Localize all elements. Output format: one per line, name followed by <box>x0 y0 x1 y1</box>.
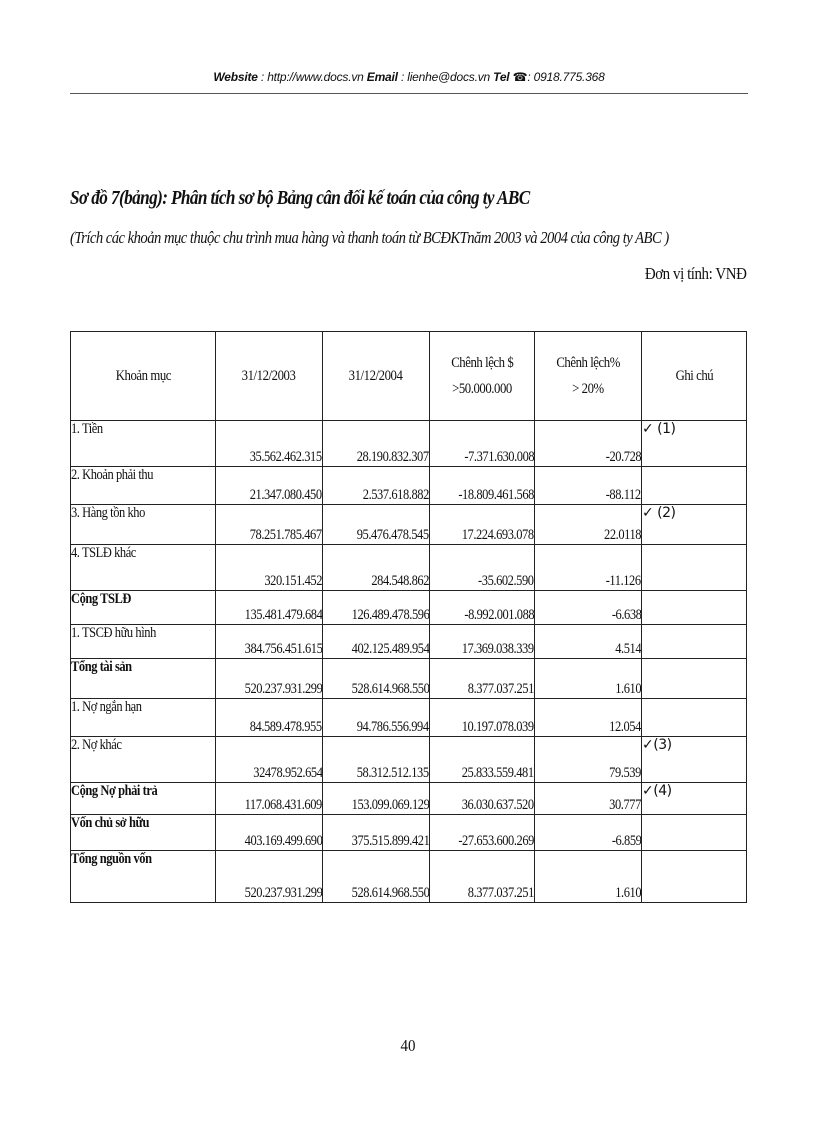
header-text: Chênh lệch% <box>556 355 620 371</box>
cell-value: 8.377.037.251 <box>467 885 534 901</box>
cell-value: 520.237.931.299 <box>244 885 322 901</box>
table-row <box>71 851 747 903</box>
cell-v2004 <box>323 659 430 699</box>
cell-diff <box>430 591 535 625</box>
cell-note <box>642 851 747 903</box>
cell-v2004 <box>323 815 430 851</box>
cell-value: 528.614.968.550 <box>351 681 429 697</box>
item-label: Cộng TSLĐ <box>71 591 132 607</box>
cell-value: 153.099.069.129 <box>351 797 429 813</box>
cell-v2003 <box>216 467 323 505</box>
cell-value: 12.054 <box>609 719 641 735</box>
table-row <box>71 737 747 783</box>
table-row <box>71 591 747 625</box>
cell-note: ✓(4) <box>642 783 747 815</box>
header-2003 <box>216 332 323 421</box>
cell-value: 135.481.479.684 <box>244 607 322 623</box>
cell-item <box>71 699 216 737</box>
cell-value: -7.371.630.008 <box>464 449 534 465</box>
table-row <box>71 545 747 591</box>
header-text: Khoản mục <box>115 368 171 384</box>
cell-v2004 <box>323 699 430 737</box>
cell-value: 403.169.499.690 <box>244 833 322 849</box>
phone-icon: ☎ <box>512 70 528 84</box>
cell-value: -20.728 <box>605 449 641 465</box>
cell-value: 1.610 <box>615 681 641 697</box>
cell-note <box>642 467 747 505</box>
cell-value: -88.112 <box>606 487 641 503</box>
cell-diff <box>430 659 535 699</box>
header-diff <box>430 332 535 421</box>
cell-diff <box>430 737 535 783</box>
cell-value: 22.0118 <box>603 527 641 543</box>
cell-value: 78.251.785.467 <box>250 527 322 543</box>
tel-label: Tel <box>493 70 510 84</box>
header-text: >50.000.000 <box>452 381 512 397</box>
cell-diff <box>430 815 535 851</box>
email-value: lienhe@docs.vn <box>407 70 490 84</box>
document-title: Sơ đồ 7(bảng): Phân tích sơ bộ Bảng cân đối kế toán của công ty ABC <box>70 187 530 209</box>
item-label: 1. Tiền <box>71 421 103 437</box>
tel-value: 0918.775.368 <box>533 70 605 84</box>
balance-sheet-table <box>70 331 747 903</box>
cell-v2004 <box>323 505 430 545</box>
cell-v2004 <box>323 737 430 783</box>
cell-value: 520.237.931.299 <box>244 681 322 697</box>
cell-value: 30.777 <box>609 797 641 813</box>
cell-value: -35.602.590 <box>478 573 534 589</box>
cell-value: -27.653.600.269 <box>458 833 534 849</box>
cell-pct <box>535 815 642 851</box>
cell-pct <box>535 737 642 783</box>
cell-diff <box>430 421 535 467</box>
cell-diff <box>430 545 535 591</box>
cell-item <box>71 659 216 699</box>
cell-pct <box>535 421 642 467</box>
cell-v2003 <box>216 591 323 625</box>
cell-v2004 <box>323 851 430 903</box>
cell-value: 8.377.037.251 <box>467 681 534 697</box>
cell-value: 94.786.556.994 <box>357 719 429 735</box>
cell-value: 384.756.451.615 <box>244 641 322 657</box>
cell-value: -8.992.001.088 <box>464 607 534 623</box>
cell-value: -11.126 <box>606 573 641 589</box>
header-2004 <box>323 332 430 421</box>
cell-value: 402.125.489.954 <box>351 641 429 657</box>
header-text: Ghi chú <box>675 368 713 384</box>
cell-v2004 <box>323 591 430 625</box>
table-row <box>71 659 747 699</box>
cell-value: 28.190.832.307 <box>357 449 429 465</box>
cell-item <box>71 591 216 625</box>
cell-value: -18.809.461.568 <box>458 487 534 503</box>
cell-value: 79.539 <box>609 765 641 781</box>
cell-value: -6.859 <box>611 833 641 849</box>
document-subtitle: (Trích các khoản mục thuộc chu trình mua hàng và thanh toán từ BCĐKTnăm 2003 và 2004 của công ty ABC ) <box>70 228 669 247</box>
item-label: Tổng nguồn vốn <box>71 851 152 867</box>
header-note <box>642 332 747 421</box>
website-value: http://www.docs.vn <box>267 70 364 84</box>
header-pct <box>535 332 642 421</box>
cell-value: 36.030.637.520 <box>462 797 534 813</box>
cell-v2004 <box>323 783 430 815</box>
cell-value: 4.514 <box>615 641 641 657</box>
table-row <box>71 783 747 815</box>
cell-item <box>71 545 216 591</box>
cell-note <box>642 659 747 699</box>
cell-note <box>642 625 747 659</box>
cell-item <box>71 421 216 467</box>
cell-value: 1.610 <box>615 885 641 901</box>
cell-diff <box>430 505 535 545</box>
table-row <box>71 625 747 659</box>
cell-item <box>71 783 216 815</box>
cell-value: 35.562.462.315 <box>250 449 322 465</box>
cell-v2004 <box>323 545 430 591</box>
cell-value: 10.197.078.039 <box>462 719 534 735</box>
item-label: 2. Khoản phải thu <box>71 467 154 483</box>
cell-v2004 <box>323 421 430 467</box>
cell-item <box>71 815 216 851</box>
header-text: 31/12/2003 <box>242 368 296 384</box>
item-label: Cộng Nợ phải trả <box>71 783 158 799</box>
header-divider <box>70 93 748 94</box>
cell-value: 2.537.618.882 <box>362 487 429 503</box>
unit-label: Đơn vị tính: VNĐ <box>644 264 746 283</box>
page-number: 40 <box>400 1036 416 1055</box>
cell-v2003 <box>216 545 323 591</box>
item-label: 3. Hàng tồn kho <box>71 505 145 521</box>
cell-item <box>71 625 216 659</box>
item-label: 2. Nợ khác <box>71 737 122 753</box>
cell-note <box>642 545 747 591</box>
cell-value: 21.347.080.450 <box>250 487 322 503</box>
cell-item <box>71 737 216 783</box>
cell-value: 528.614.968.550 <box>351 885 429 901</box>
header-text: 31/12/2004 <box>349 368 403 384</box>
item-label: Vốn chủ sở hữu <box>71 815 150 831</box>
cell-v2004 <box>323 625 430 659</box>
cell-value: 126.489.478.596 <box>351 607 429 623</box>
cell-diff <box>430 467 535 505</box>
cell-pct <box>535 505 642 545</box>
item-label: 4. TSLĐ khác <box>71 545 136 561</box>
cell-item <box>71 467 216 505</box>
cell-diff <box>430 699 535 737</box>
table-row <box>71 421 747 467</box>
cell-value: 58.312.512.135 <box>357 765 429 781</box>
cell-item <box>71 505 216 545</box>
cell-v2003 <box>216 783 323 815</box>
item-label: Tổng tài sản <box>71 659 132 675</box>
table-row <box>71 467 747 505</box>
cell-pct <box>535 467 642 505</box>
table-row <box>71 699 747 737</box>
email-label: Email <box>366 70 398 84</box>
cell-v2003 <box>216 815 323 851</box>
cell-note: ✓ (2) <box>642 505 747 545</box>
table-row <box>71 505 747 545</box>
cell-value: -6.638 <box>611 607 641 623</box>
header-text: Chênh lệch $ <box>450 355 514 371</box>
cell-pct <box>535 591 642 625</box>
cell-v2003 <box>216 851 323 903</box>
cell-value: 95.476.478.545 <box>357 527 429 543</box>
cell-value: 375.515.899.421 <box>351 833 429 849</box>
cell-value: 84.589.478.955 <box>250 719 322 735</box>
cell-note <box>642 699 747 737</box>
cell-v2004 <box>323 467 430 505</box>
cell-note: ✓(3) <box>642 737 747 783</box>
cell-value: 17.224.693.078 <box>462 527 534 543</box>
cell-value: 17.369.038.339 <box>462 641 534 657</box>
cell-value: 32478.952.654 <box>252 765 322 781</box>
cell-pct <box>535 851 642 903</box>
cell-v2003 <box>216 659 323 699</box>
cell-value: 320.151.452 <box>264 573 322 589</box>
cell-item <box>71 851 216 903</box>
table-header-row <box>71 332 747 421</box>
header-item <box>71 332 216 421</box>
cell-pct <box>535 659 642 699</box>
header-text: > 20% <box>572 381 604 397</box>
website-label: Website <box>213 70 258 84</box>
cell-pct <box>535 783 642 815</box>
cell-value: 117.068.431.609 <box>244 797 322 813</box>
item-label: 1. TSCĐ hữu hình <box>71 625 156 641</box>
cell-pct <box>535 699 642 737</box>
cell-v2003 <box>216 737 323 783</box>
cell-v2003 <box>216 505 323 545</box>
item-label: 1. Nợ ngắn hạn <box>71 699 142 715</box>
page-header: Website : http://www.docs.vn Email : lienhe@docs.vn Tel ☎: 0918.775.368 <box>213 70 605 84</box>
cell-v2003 <box>216 625 323 659</box>
cell-note <box>642 591 747 625</box>
cell-diff <box>430 851 535 903</box>
cell-note <box>642 815 747 851</box>
cell-value: 284.548.862 <box>371 573 429 589</box>
cell-v2003 <box>216 699 323 737</box>
cell-note: ✓ (1) <box>642 421 747 467</box>
cell-v2003 <box>216 421 323 467</box>
cell-value: 25.833.559.481 <box>462 765 534 781</box>
cell-diff <box>430 783 535 815</box>
cell-pct <box>535 625 642 659</box>
cell-diff <box>430 625 535 659</box>
table-row <box>71 815 747 851</box>
cell-pct <box>535 545 642 591</box>
